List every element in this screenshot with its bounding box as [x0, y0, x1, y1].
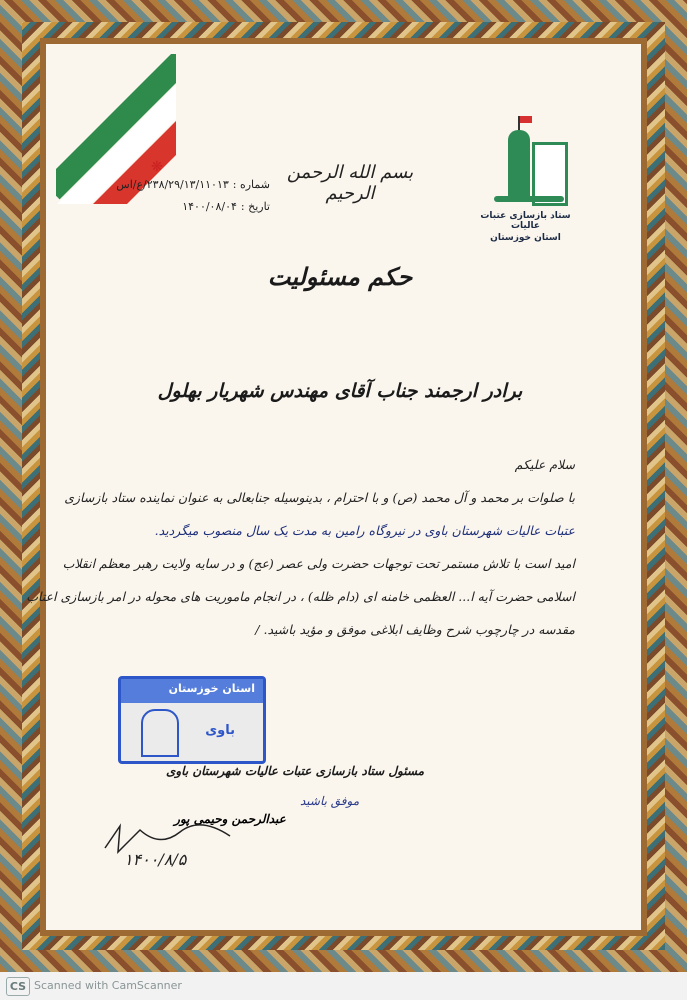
- number-label: شماره :: [232, 178, 270, 191]
- logo-title: ستاد بازسازی عتبات عالیات: [480, 211, 571, 231]
- stamp-line-2: باوی: [205, 723, 235, 738]
- date-label: تاریخ :: [240, 200, 270, 213]
- body-line-2: عتبات عالیات شهرستان باوی در نیروگاه رامین به مدت یک سال منصوب میگردید.: [154, 523, 575, 538]
- date-value: ۱۴۰۰/۰۸/۰۴: [182, 200, 237, 213]
- official-stamp: [118, 676, 266, 764]
- recipient: برادر ارجمند جناب آقای مهندس شهریار بهلول: [157, 380, 523, 402]
- signature-wish: موفق باشید: [300, 794, 360, 808]
- signature-block: [110, 764, 480, 778]
- camscanner-logo-icon: CS: [6, 977, 30, 996]
- body-line-3: امید است با تلاش مستمر تحت توجهات حضرت ولی عصر (عج) و در سایه ولایت رهبر معظم انقلاب: [62, 556, 575, 571]
- number-value: ۲۳۸/۲۹/۱۳/۱۱۰۱۳/ع/اس: [116, 178, 229, 191]
- signature-date: ۱۴۰۰/۸/۵: [124, 850, 187, 869]
- body-line-4: اسلامی حضرت آیه ا... العظمی خامنه ای (دام ظله) ، در انجام ماموریت های محوله در امر بازسازی اعتاب: [26, 589, 575, 604]
- bismillah: بسم الله الرحمن الرحیم: [286, 162, 414, 204]
- shrine-logo-icon: [486, 112, 566, 207]
- signer-name: عبدالرحمن وحیمی پور: [174, 812, 286, 826]
- stamp-line-1: استان خوزستان: [168, 682, 255, 695]
- document-body: [26, 448, 575, 646]
- body-line-5: مقدسه در چارچوب شرح وظایف ابلاغی موفق و مؤید باشید. /: [255, 622, 575, 637]
- stamp-shrine-icon: [141, 709, 179, 757]
- greeting: سلام علیکم: [514, 457, 575, 472]
- document-meta: [116, 178, 270, 222]
- organization-logo: [468, 112, 583, 252]
- signer-title: مسئول ستاد بازسازی عتبات عالیات شهرستان باوی: [165, 764, 425, 778]
- document-title: حکم مسئولیت: [267, 262, 413, 291]
- iran-flag-icon: ❋: [56, 54, 176, 204]
- scanner-footer: [0, 972, 687, 1000]
- body-line-1: با صلوات بر محمد و آل محمد (ص) و با احترام ، بدینوسیله جنابعالی به عنوان نماینده ستاد بازسازی: [64, 490, 575, 505]
- scanner-credit: Scanned with CamScanner: [34, 979, 182, 992]
- logo-subtitle: استان خوزستان: [490, 233, 561, 243]
